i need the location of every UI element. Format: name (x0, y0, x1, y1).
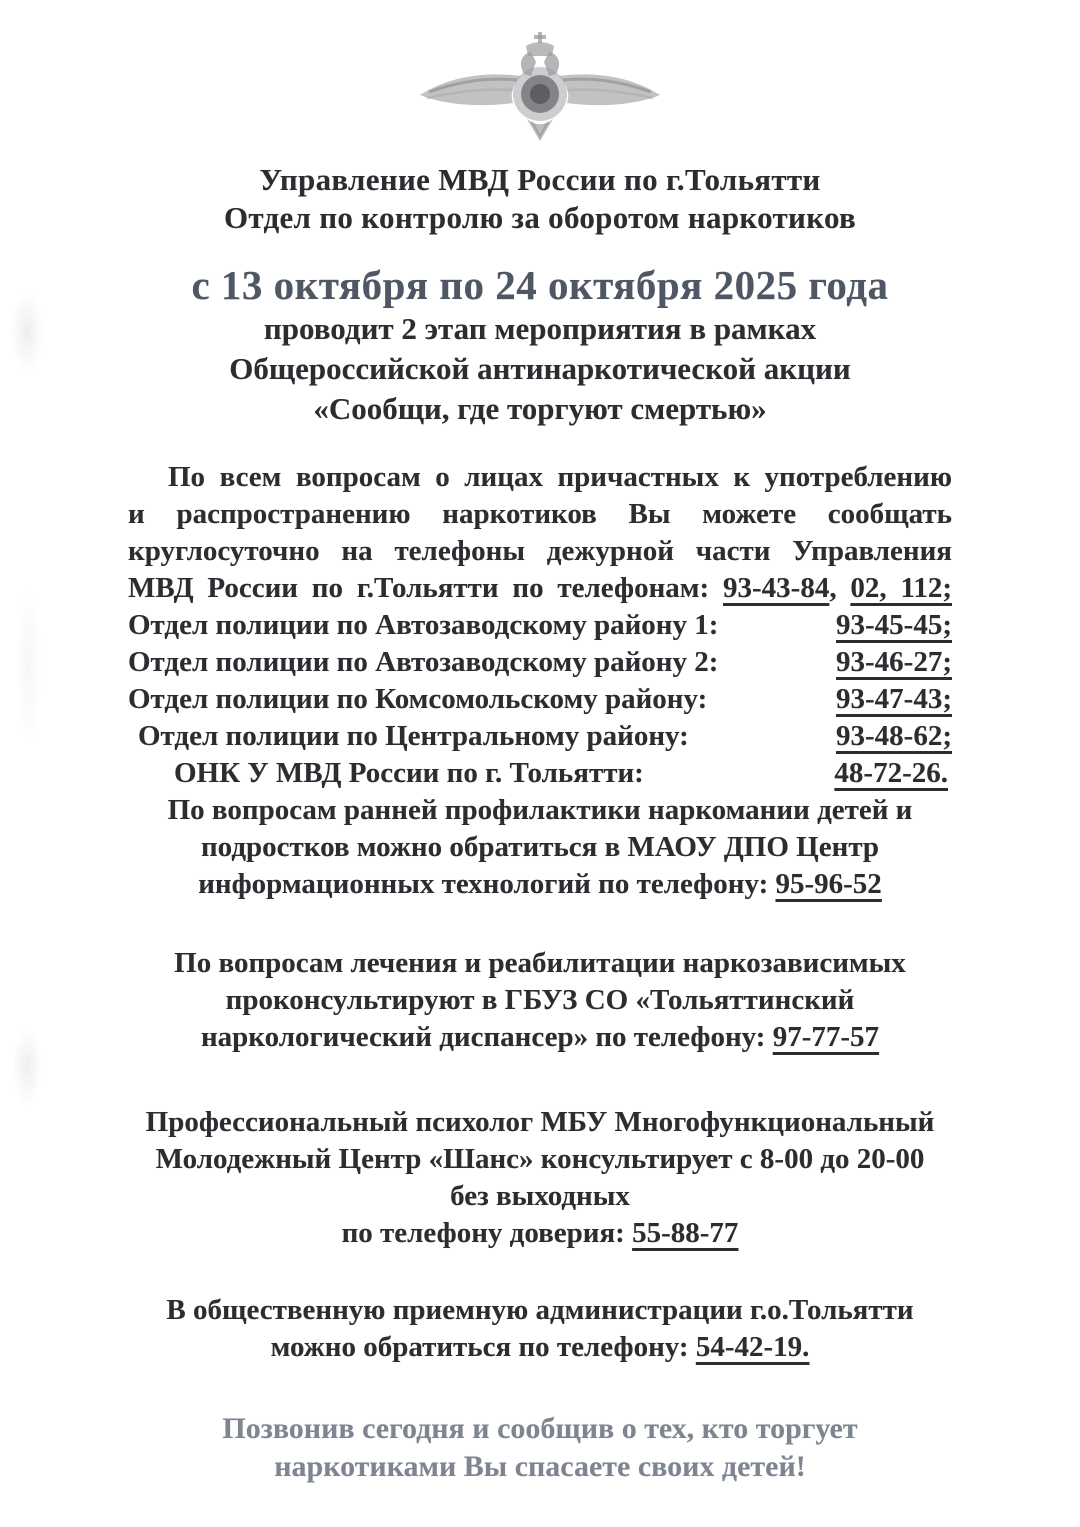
department-label: Отдел полиции по Автозаводскому району 2: (128, 646, 719, 678)
intro-line-2: и распространению наркотиков Вы можете сообщать (128, 498, 952, 530)
department-label: Отдел полиции по Комсомольскому району: (128, 683, 708, 715)
department-phone: 93-46-27; (836, 646, 952, 678)
treatment-paragraph (128, 945, 952, 1056)
treatment-line-1: По вопросам лечения и реабилитации наркозависимых (174, 947, 906, 979)
treatment-line-2: проконсультируют в ГБУЗ СО «Тольяттинский (225, 984, 855, 1016)
psychologist-line-2: Молодежный Центр «Шанс» консультирует с 8-00 до 20-00 (155, 1143, 925, 1175)
document-page (128, 0, 952, 1486)
department-row (128, 755, 952, 792)
treatment-line-3 (128, 1019, 952, 1056)
helpline-phone-number: 55-88-77 (632, 1217, 739, 1249)
administration-phone-label: можно обратиться по телефону: (270, 1331, 689, 1363)
department-phone: 48-72-26. (834, 757, 948, 789)
closing-appeal-line-2: наркотиками Вы спасаете своих детей! (274, 1450, 806, 1483)
psychologist-line-3: без выходных (450, 1180, 630, 1212)
prevention-line-1: По вопросам ранней профилактики наркомании детей и (167, 794, 913, 826)
campaign-slogan: «Сообщи, где торгуют смертью» (313, 391, 767, 426)
department-phone: 93-48-62; (836, 720, 952, 752)
org-name-line2: Отдел по контролю за оборотом наркотиков (223, 200, 857, 235)
campaign-subtitle-line1: проводит 2 этап мероприятия в рамках (263, 311, 817, 346)
prevention-phone-label: информационных технологий по телефону: (198, 868, 769, 900)
prevention-line-2: подростков можно обратиться в МАОУ ДПО Центр (200, 831, 880, 863)
administration-line-1: В общественную приемную администрации г.о.Тольятти (166, 1294, 914, 1326)
prevention-line-3 (128, 866, 952, 903)
department-label: Отдел полиции по Автозаводскому району 1: (128, 609, 719, 641)
department-phone: 93-45-45; (836, 609, 952, 641)
department-row (128, 681, 952, 718)
prevention-phone-number: 95-96-52 (775, 868, 882, 900)
helpline-label: по телефону доверия: (341, 1217, 625, 1249)
psychologist-line-1: Профессиональный психолог МБУ Многофункциональный (145, 1106, 935, 1138)
intro-line-3: круглосуточно на телефоны дежурной части Управления (128, 535, 952, 567)
closing-appeal-line-1: Позвонив сегодня и сообщив о тех, кто торгует (222, 1412, 858, 1445)
org-name-line1: Управление МВД России по г.Тольятти (259, 162, 821, 197)
department-row (128, 607, 952, 644)
administration-paragraph (128, 1292, 952, 1366)
emblem-container (128, 32, 952, 149)
intro-line-1: По всем вопросам о лицах причастных к употреблению (168, 461, 952, 493)
psychologist-paragraph (128, 1104, 952, 1252)
department-row (128, 644, 952, 681)
scan-artifact (10, 292, 44, 372)
department-label: Отдел полиции по Центральному району: (138, 720, 689, 752)
phone-separator: , (829, 572, 837, 604)
duty-phone-number: 93-43-84 (723, 572, 830, 604)
psychologist-line-4 (128, 1215, 952, 1252)
scan-artifact (16, 586, 42, 746)
closing-appeal (128, 1410, 952, 1486)
intro-line-4 (128, 570, 952, 607)
campaign-subtitle-line2: Общероссийской антинаркотической акции (229, 351, 851, 386)
scan-artifact (12, 1028, 42, 1106)
administration-line-2 (128, 1329, 952, 1366)
intro-paragraph (128, 459, 952, 607)
treatment-phone-label: наркологический диспансер» по телефону: (200, 1021, 766, 1053)
prevention-paragraph (128, 792, 952, 903)
mvd-eagle-emblem-icon (415, 32, 665, 144)
department-phone: 93-47-43; (836, 683, 952, 715)
department-phone-list (128, 607, 952, 792)
department-label: ОНК У МВД России по г. Тольятти: (174, 757, 644, 789)
intro-phones-label: МВД России по г.Тольятти по телефонам: (128, 572, 710, 604)
administration-phone-number: 54-42-19. (695, 1331, 810, 1363)
campaign-date-heading: с 13 октября по 24 октября 2025 года (191, 262, 889, 308)
treatment-phone-number: 97-77-57 (772, 1021, 880, 1053)
department-row (128, 718, 952, 755)
emergency-phone-numbers: 02, 112; (850, 572, 952, 604)
